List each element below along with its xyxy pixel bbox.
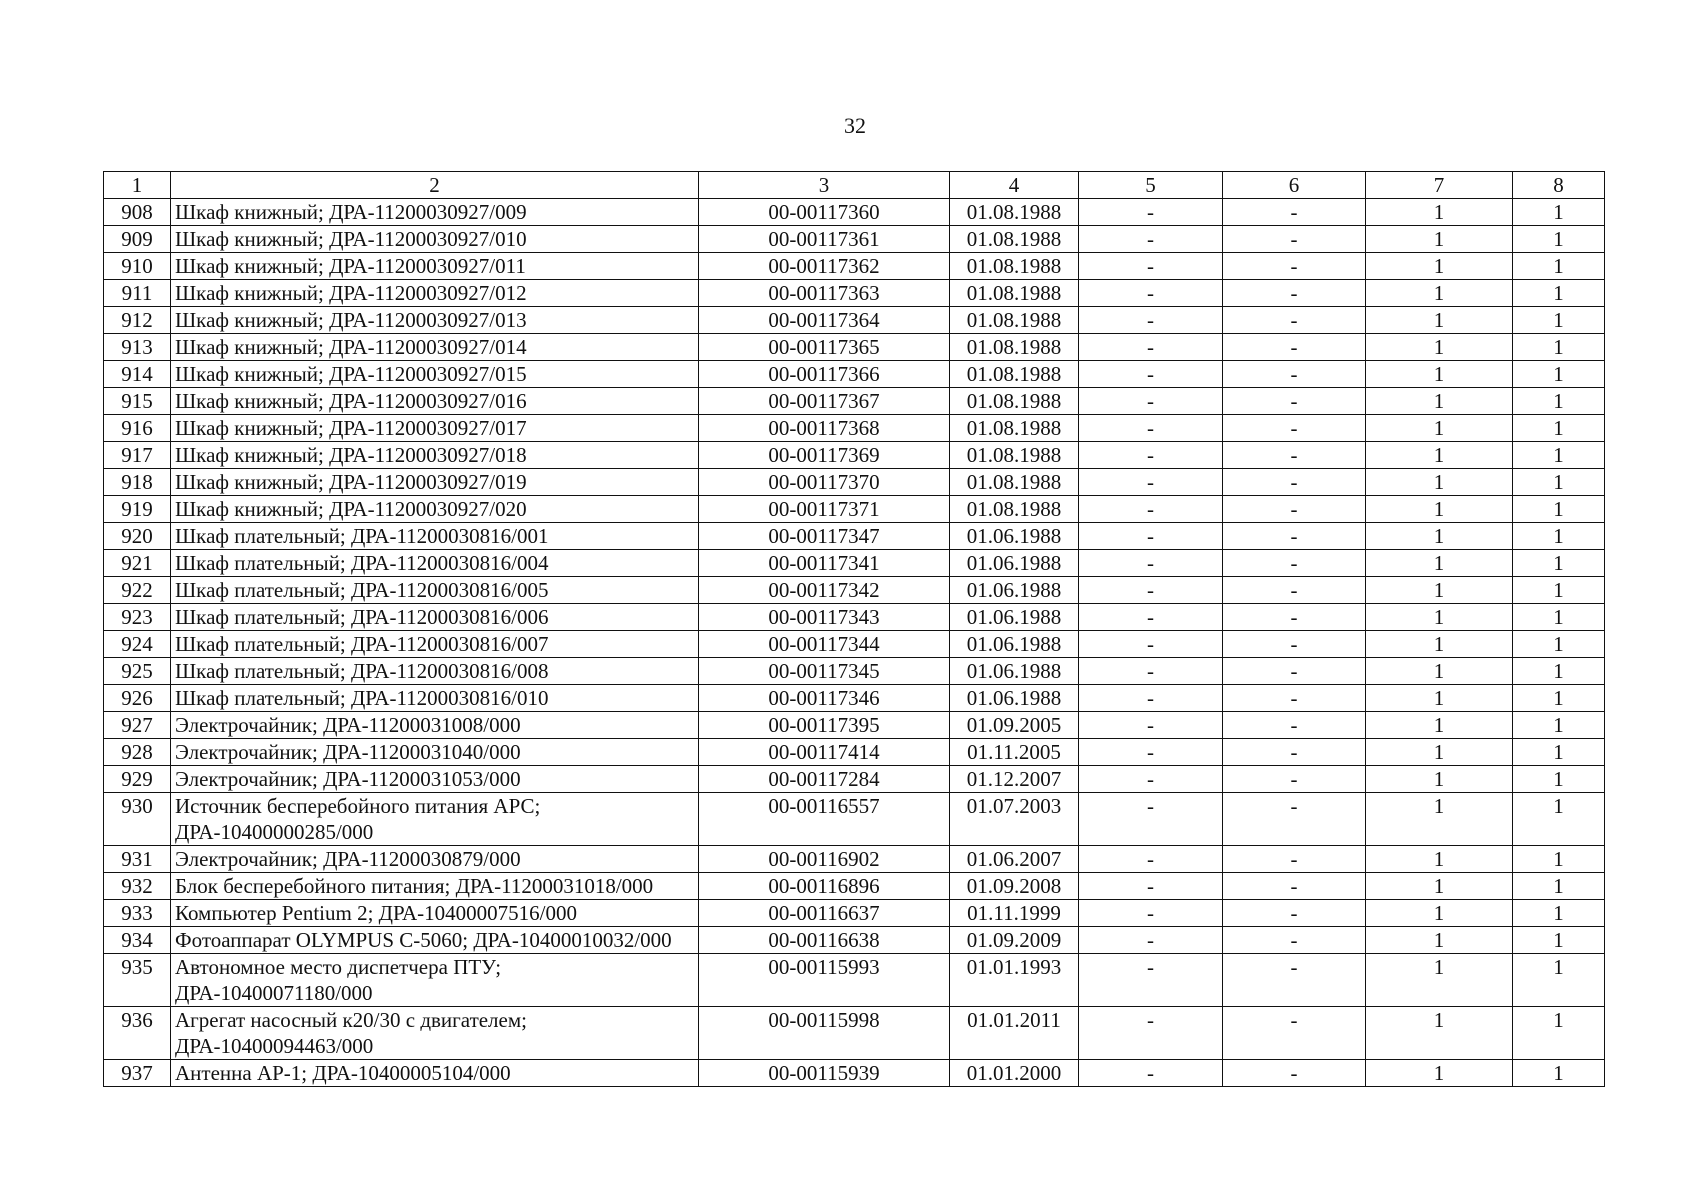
table-row <box>104 900 1605 927</box>
column-8-cell: 1 <box>1513 873 1605 900</box>
inventory-number-cell: 00-00117369 <box>699 442 950 469</box>
inventory-number-cell: 00-00117366 <box>699 361 950 388</box>
column-8-cell: 1 <box>1513 253 1605 280</box>
item-name-cell: Шкаф книжный; ДРА-11200030927/012 <box>171 280 699 307</box>
row-number-cell: 931 <box>104 846 171 873</box>
column-6-cell: - <box>1223 793 1366 846</box>
inventory-number-cell: 00-00117360 <box>699 199 950 226</box>
item-name-cell: Шкаф плательный; ДРА-11200030816/010 <box>171 685 699 712</box>
table-row <box>104 199 1605 226</box>
row-number-cell: 932 <box>104 873 171 900</box>
column-8-cell: 1 <box>1513 442 1605 469</box>
date-cell: 01.09.2008 <box>950 873 1079 900</box>
inventory-number-cell: 00-00116896 <box>699 873 950 900</box>
column-6-cell: - <box>1223 469 1366 496</box>
date-cell: 01.08.1988 <box>950 361 1079 388</box>
column-6-cell: - <box>1223 253 1366 280</box>
inventory-number-cell: 00-00117414 <box>699 739 950 766</box>
column-8-cell: 1 <box>1513 846 1605 873</box>
column-6-cell: - <box>1223 739 1366 766</box>
date-cell: 01.08.1988 <box>950 415 1079 442</box>
column-5-cell: - <box>1079 604 1223 631</box>
date-cell: 01.07.2003 <box>950 793 1079 846</box>
table-row <box>104 739 1605 766</box>
inventory-number-cell: 00-00115998 <box>699 1007 950 1060</box>
column-6-cell: - <box>1223 280 1366 307</box>
table-row <box>104 388 1605 415</box>
inventory-number-cell: 00-00115939 <box>699 1060 950 1087</box>
column-5-cell: - <box>1079 954 1223 1007</box>
column-5-cell: - <box>1079 199 1223 226</box>
row-number-cell: 935 <box>104 954 171 1007</box>
item-name-cell: Шкаф книжный; ДРА-11200030927/020 <box>171 496 699 523</box>
row-number-cell: 934 <box>104 927 171 954</box>
column-6-cell: - <box>1223 307 1366 334</box>
item-name-cell: Автономное место диспетчера ПТУ; ДРА-10400071180/000 <box>171 954 699 1007</box>
date-cell: 01.01.2000 <box>950 1060 1079 1087</box>
column-6-cell: - <box>1223 199 1366 226</box>
column-8-cell: 1 <box>1513 604 1605 631</box>
date-cell: 01.08.1988 <box>950 388 1079 415</box>
table-row <box>104 361 1605 388</box>
table-row <box>104 415 1605 442</box>
column-5-cell: - <box>1079 712 1223 739</box>
column-6-cell: - <box>1223 1060 1366 1087</box>
inventory-number-cell: 00-00117342 <box>699 577 950 604</box>
column-6-cell: - <box>1223 927 1366 954</box>
inventory-number-cell: 00-00117370 <box>699 469 950 496</box>
column-7-cell: 1 <box>1366 739 1513 766</box>
item-name-cell: Агрегат насосный к20/30 с двигателем; ДРА-10400094463/000 <box>171 1007 699 1060</box>
column-8-cell: 1 <box>1513 658 1605 685</box>
column-6-cell: - <box>1223 604 1366 631</box>
column-7-cell: 1 <box>1366 1007 1513 1060</box>
row-number-cell: 918 <box>104 469 171 496</box>
column-5-cell: - <box>1079 631 1223 658</box>
column-5-cell: - <box>1079 280 1223 307</box>
row-number-cell: 922 <box>104 577 171 604</box>
column-5-cell: - <box>1079 900 1223 927</box>
column-7-cell: 1 <box>1366 226 1513 253</box>
table-row <box>104 954 1605 1007</box>
date-cell: 01.08.1988 <box>950 334 1079 361</box>
column-8-cell: 1 <box>1513 226 1605 253</box>
column-7-cell: 1 <box>1366 280 1513 307</box>
column-5-cell: - <box>1079 523 1223 550</box>
date-cell: 01.06.1988 <box>950 685 1079 712</box>
date-cell: 01.08.1988 <box>950 307 1079 334</box>
item-name-cell: Шкаф книжный; ДРА-11200030927/019 <box>171 469 699 496</box>
inventory-number-cell: 00-00116638 <box>699 927 950 954</box>
column-8-cell: 1 <box>1513 1060 1605 1087</box>
item-name-cell: Антенна АР-1; ДРА-10400005104/000 <box>171 1060 699 1087</box>
table-row <box>104 1060 1605 1087</box>
column-6-cell: - <box>1223 334 1366 361</box>
inventory-number-cell: 00-00116902 <box>699 846 950 873</box>
item-name-cell: Шкаф плательный; ДРА-11200030816/004 <box>171 550 699 577</box>
inventory-number-cell: 00-00117368 <box>699 415 950 442</box>
column-7-cell: 1 <box>1366 307 1513 334</box>
column-7-cell: 1 <box>1366 415 1513 442</box>
inventory-number-cell: 00-00117364 <box>699 307 950 334</box>
column-7-cell: 1 <box>1366 388 1513 415</box>
column-7-cell: 1 <box>1366 442 1513 469</box>
row-number-cell: 933 <box>104 900 171 927</box>
inventory-number-cell: 00-00115993 <box>699 954 950 1007</box>
column-7-cell: 1 <box>1366 253 1513 280</box>
column-7-cell: 1 <box>1366 496 1513 523</box>
row-number-cell: 909 <box>104 226 171 253</box>
column-8-cell: 1 <box>1513 496 1605 523</box>
row-number-cell: 915 <box>104 388 171 415</box>
row-number-cell: 923 <box>104 604 171 631</box>
column-7-cell: 1 <box>1366 793 1513 846</box>
table-row <box>104 442 1605 469</box>
column-5-cell: - <box>1079 766 1223 793</box>
column-8-cell: 1 <box>1513 793 1605 846</box>
inventory-number-cell: 00-00117284 <box>699 766 950 793</box>
column-header: 6 <box>1223 172 1366 199</box>
column-6-cell: - <box>1223 658 1366 685</box>
column-7-cell: 1 <box>1366 577 1513 604</box>
row-number-cell: 936 <box>104 1007 171 1060</box>
table-row <box>104 927 1605 954</box>
inventory-number-cell: 00-00117363 <box>699 280 950 307</box>
column-5-cell: - <box>1079 577 1223 604</box>
column-5-cell: - <box>1079 873 1223 900</box>
column-8-cell: 1 <box>1513 280 1605 307</box>
column-8-cell: 1 <box>1513 900 1605 927</box>
inventory-number-cell: 00-00117395 <box>699 712 950 739</box>
table-row <box>104 873 1605 900</box>
page-number: 32 <box>844 113 866 138</box>
column-8-cell: 1 <box>1513 739 1605 766</box>
row-number-cell: 914 <box>104 361 171 388</box>
table-row <box>104 253 1605 280</box>
column-7-cell: 1 <box>1366 846 1513 873</box>
inventory-number-cell: 00-00116637 <box>699 900 950 927</box>
item-name-cell: Электрочайник; ДРА-11200031040/000 <box>171 739 699 766</box>
table-body <box>104 199 1605 1087</box>
column-7-cell: 1 <box>1366 927 1513 954</box>
table-row <box>104 523 1605 550</box>
row-number-cell: 917 <box>104 442 171 469</box>
column-8-cell: 1 <box>1513 712 1605 739</box>
table-row <box>104 658 1605 685</box>
date-cell: 01.01.2011 <box>950 1007 1079 1060</box>
column-6-cell: - <box>1223 900 1366 927</box>
column-5-cell: - <box>1079 361 1223 388</box>
row-number-cell: 929 <box>104 766 171 793</box>
table-row <box>104 604 1605 631</box>
column-7-cell: 1 <box>1366 712 1513 739</box>
item-name-cell: Шкаф плательный; ДРА-11200030816/008 <box>171 658 699 685</box>
inventory-number-cell: 00-00117346 <box>699 685 950 712</box>
column-8-cell: 1 <box>1513 388 1605 415</box>
column-8-cell: 1 <box>1513 685 1605 712</box>
row-number-cell: 913 <box>104 334 171 361</box>
date-cell: 01.06.1988 <box>950 577 1079 604</box>
column-8-cell: 1 <box>1513 415 1605 442</box>
column-header: 4 <box>950 172 1079 199</box>
column-5-cell: - <box>1079 496 1223 523</box>
column-6-cell: - <box>1223 954 1366 1007</box>
inventory-table <box>103 171 1605 1087</box>
row-number-cell: 912 <box>104 307 171 334</box>
column-6-cell: - <box>1223 415 1366 442</box>
item-name-cell: Электрочайник; ДРА-11200031008/000 <box>171 712 699 739</box>
column-5-cell: - <box>1079 253 1223 280</box>
item-name-cell: Шкаф книжный; ДРА-11200030927/009 <box>171 199 699 226</box>
column-7-cell: 1 <box>1366 1060 1513 1087</box>
date-cell: 01.09.2005 <box>950 712 1079 739</box>
date-cell: 01.06.1988 <box>950 604 1079 631</box>
row-number-cell: 910 <box>104 253 171 280</box>
table-row <box>104 685 1605 712</box>
column-5-cell: - <box>1079 442 1223 469</box>
date-cell: 01.06.1988 <box>950 550 1079 577</box>
date-cell: 01.11.1999 <box>950 900 1079 927</box>
column-6-cell: - <box>1223 631 1366 658</box>
column-6-cell: - <box>1223 442 1366 469</box>
column-8-cell: 1 <box>1513 550 1605 577</box>
column-header: 5 <box>1079 172 1223 199</box>
table-row <box>104 1007 1605 1060</box>
table-row <box>104 334 1605 361</box>
inventory-number-cell: 00-00117367 <box>699 388 950 415</box>
date-cell: 01.01.1993 <box>950 954 1079 1007</box>
date-cell: 01.08.1988 <box>950 469 1079 496</box>
date-cell: 01.12.2007 <box>950 766 1079 793</box>
inventory-number-cell: 00-00117371 <box>699 496 950 523</box>
table-header-row <box>104 172 1605 199</box>
inventory-number-cell: 00-00117343 <box>699 604 950 631</box>
item-name-cell: Шкаф книжный; ДРА-11200030927/017 <box>171 415 699 442</box>
item-name-cell: Блок бесперебойного питания; ДРА-11200031018/000 <box>171 873 699 900</box>
column-8-cell: 1 <box>1513 927 1605 954</box>
table-row <box>104 712 1605 739</box>
column-6-cell: - <box>1223 523 1366 550</box>
date-cell: 01.08.1988 <box>950 496 1079 523</box>
item-name-cell: Шкаф книжный; ДРА-11200030927/014 <box>171 334 699 361</box>
column-6-cell: - <box>1223 685 1366 712</box>
column-7-cell: 1 <box>1366 631 1513 658</box>
row-number-cell: 926 <box>104 685 171 712</box>
column-header: 2 <box>171 172 699 199</box>
column-7-cell: 1 <box>1366 334 1513 361</box>
item-name-cell: Шкаф плательный; ДРА-11200030816/006 <box>171 604 699 631</box>
date-cell: 01.08.1988 <box>950 226 1079 253</box>
column-7-cell: 1 <box>1366 685 1513 712</box>
item-name-cell: Шкаф книжный; ДРА-11200030927/013 <box>171 307 699 334</box>
column-8-cell: 1 <box>1513 361 1605 388</box>
column-8-cell: 1 <box>1513 631 1605 658</box>
column-5-cell: - <box>1079 846 1223 873</box>
column-8-cell: 1 <box>1513 199 1605 226</box>
column-5-cell: - <box>1079 1007 1223 1060</box>
column-7-cell: 1 <box>1366 900 1513 927</box>
column-5-cell: - <box>1079 1060 1223 1087</box>
date-cell: 01.06.1988 <box>950 523 1079 550</box>
column-7-cell: 1 <box>1366 604 1513 631</box>
row-number-cell: 919 <box>104 496 171 523</box>
column-8-cell: 1 <box>1513 1007 1605 1060</box>
date-cell: 01.08.1988 <box>950 442 1079 469</box>
inventory-number-cell: 00-00117341 <box>699 550 950 577</box>
row-number-cell: 908 <box>104 199 171 226</box>
column-header: 7 <box>1366 172 1513 199</box>
column-7-cell: 1 <box>1366 954 1513 1007</box>
row-number-cell: 924 <box>104 631 171 658</box>
column-8-cell: 1 <box>1513 523 1605 550</box>
column-5-cell: - <box>1079 469 1223 496</box>
inventory-number-cell: 00-00117344 <box>699 631 950 658</box>
inventory-number-cell: 00-00117347 <box>699 523 950 550</box>
column-7-cell: 1 <box>1366 469 1513 496</box>
row-number-cell: 927 <box>104 712 171 739</box>
table-row <box>104 550 1605 577</box>
table-row <box>104 280 1605 307</box>
column-8-cell: 1 <box>1513 469 1605 496</box>
column-5-cell: - <box>1079 550 1223 577</box>
item-name-cell: Шкаф плательный; ДРА-11200030816/005 <box>171 577 699 604</box>
column-5-cell: - <box>1079 739 1223 766</box>
item-name-cell: Шкаф плательный; ДРА-11200030816/001 <box>171 523 699 550</box>
date-cell: 01.08.1988 <box>950 280 1079 307</box>
column-5-cell: - <box>1079 226 1223 253</box>
item-name-cell: Электрочайник; ДРА-11200030879/000 <box>171 846 699 873</box>
date-cell: 01.08.1988 <box>950 253 1079 280</box>
row-number-cell: 928 <box>104 739 171 766</box>
column-8-cell: 1 <box>1513 307 1605 334</box>
column-5-cell: - <box>1079 307 1223 334</box>
table-row <box>104 631 1605 658</box>
row-number-cell: 921 <box>104 550 171 577</box>
column-8-cell: 1 <box>1513 334 1605 361</box>
row-number-cell: 930 <box>104 793 171 846</box>
date-cell: 01.06.1988 <box>950 658 1079 685</box>
column-8-cell: 1 <box>1513 766 1605 793</box>
table-row <box>104 793 1605 846</box>
column-6-cell: - <box>1223 766 1366 793</box>
item-name-cell: Шкаф книжный; ДРА-11200030927/018 <box>171 442 699 469</box>
column-7-cell: 1 <box>1366 199 1513 226</box>
table-row <box>104 307 1605 334</box>
column-6-cell: - <box>1223 496 1366 523</box>
row-number-cell: 911 <box>104 280 171 307</box>
date-cell: 01.06.1988 <box>950 631 1079 658</box>
column-header: 1 <box>104 172 171 199</box>
item-name-cell: Источник бесперебойного питания АРС; ДРА-10400000285/000 <box>171 793 699 846</box>
item-name-cell: Шкаф книжный; ДРА-11200030927/016 <box>171 388 699 415</box>
column-7-cell: 1 <box>1366 658 1513 685</box>
row-number-cell: 920 <box>104 523 171 550</box>
item-name-cell: Электрочайник; ДРА-11200031053/000 <box>171 766 699 793</box>
column-6-cell: - <box>1223 846 1366 873</box>
date-cell: 01.11.2005 <box>950 739 1079 766</box>
column-6-cell: - <box>1223 712 1366 739</box>
inventory-number-cell: 00-00117345 <box>699 658 950 685</box>
column-5-cell: - <box>1079 415 1223 442</box>
column-5-cell: - <box>1079 334 1223 361</box>
item-name-cell: Фотоаппарат OLYMPUS C-5060; ДРА-10400010032/000 <box>171 927 699 954</box>
table-row <box>104 226 1605 253</box>
column-5-cell: - <box>1079 658 1223 685</box>
column-5-cell: - <box>1079 388 1223 415</box>
date-cell: 01.08.1988 <box>950 199 1079 226</box>
item-name-cell: Шкаф плательный; ДРА-11200030816/007 <box>171 631 699 658</box>
column-6-cell: - <box>1223 873 1366 900</box>
item-name-cell: Компьютер Pentium 2; ДРА-10400007516/000 <box>171 900 699 927</box>
table-row <box>104 469 1605 496</box>
column-8-cell: 1 <box>1513 954 1605 1007</box>
column-6-cell: - <box>1223 226 1366 253</box>
inventory-number-cell: 00-00117365 <box>699 334 950 361</box>
date-cell: 01.09.2009 <box>950 927 1079 954</box>
row-number-cell: 916 <box>104 415 171 442</box>
column-6-cell: - <box>1223 577 1366 604</box>
column-8-cell: 1 <box>1513 577 1605 604</box>
row-number-cell: 925 <box>104 658 171 685</box>
column-6-cell: - <box>1223 361 1366 388</box>
table-row <box>104 766 1605 793</box>
column-6-cell: - <box>1223 388 1366 415</box>
column-7-cell: 1 <box>1366 523 1513 550</box>
column-5-cell: - <box>1079 793 1223 846</box>
item-name-cell: Шкаф книжный; ДРА-11200030927/015 <box>171 361 699 388</box>
column-7-cell: 1 <box>1366 550 1513 577</box>
column-header: 3 <box>699 172 950 199</box>
inventory-number-cell: 00-00117361 <box>699 226 950 253</box>
inventory-number-cell: 00-00116557 <box>699 793 950 846</box>
table-row <box>104 846 1605 873</box>
column-6-cell: - <box>1223 550 1366 577</box>
column-7-cell: 1 <box>1366 766 1513 793</box>
inventory-number-cell: 00-00117362 <box>699 253 950 280</box>
table-row <box>104 577 1605 604</box>
column-7-cell: 1 <box>1366 873 1513 900</box>
column-5-cell: - <box>1079 685 1223 712</box>
column-6-cell: - <box>1223 1007 1366 1060</box>
column-7-cell: 1 <box>1366 361 1513 388</box>
column-5-cell: - <box>1079 927 1223 954</box>
date-cell: 01.06.2007 <box>950 846 1079 873</box>
column-header: 8 <box>1513 172 1605 199</box>
table-row <box>104 496 1605 523</box>
item-name-cell: Шкаф книжный; ДРА-11200030927/011 <box>171 253 699 280</box>
item-name-cell: Шкаф книжный; ДРА-11200030927/010 <box>171 226 699 253</box>
row-number-cell: 937 <box>104 1060 171 1087</box>
